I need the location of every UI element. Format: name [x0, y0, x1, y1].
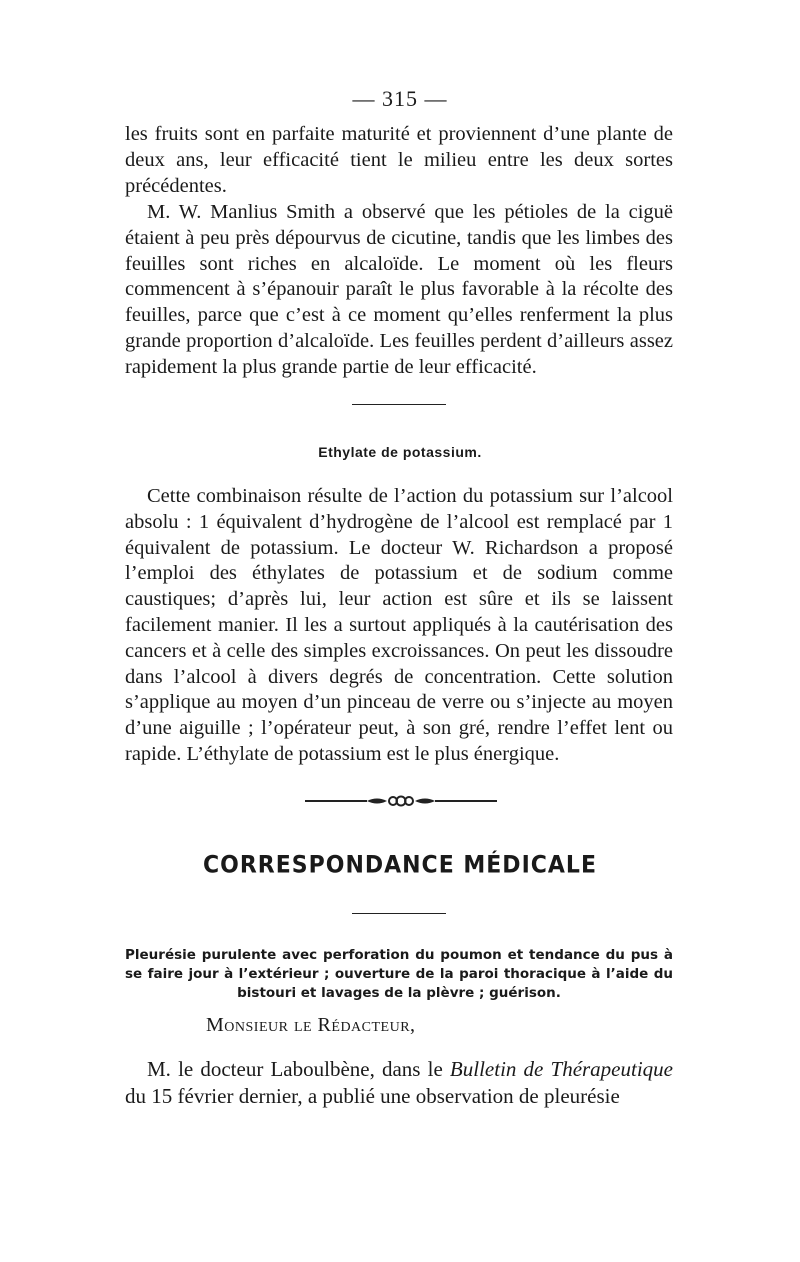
salutation: Monsieur le Rédacteur, [206, 1014, 416, 1036]
paragraph-ethylate-text: Cette combinaison résulte de l’action du potassium sur l’alcool absolu : 1 équivalent d’hydrogène de l’alcool est remplacé par 1 équivalent de potassium. Le docteur W. Richardson a proposé l’emploi des éthylates de potassium et de sodium comme caustiques; d’après lui, leur action est sûre et ils se laissent facilement manier. Il les a surtout appliqués à la cautérisation des cancers et à celle des simples excroissances. On peut les dissoudre dans l’alcool à divers degrés de concentration. Cette solution s’applique au moyen d’un pinceau de verre ou s’injecte au moyen d’une aiguille ; l’opérateur peut, à son gré, rendre l’effet lent ou rapide. L’éthylate de potassium est le plus énergique. [125, 485, 673, 765]
article-title: Pleurésie purulente avec perforation du poumon et tendance du pus à se faire jour à l’extérieur ; ouverture de la paroi thoracique à l’aide du bistouri et lavages de la plèvre ; guérison. [125, 947, 673, 1001]
title-divider [352, 913, 446, 914]
correspondance-title: CORRESPONDANCE MÉDICALE [203, 852, 597, 879]
paragraph-ethylate [125, 484, 673, 768]
section-title-ethylate: Ethylate de potassium. [318, 444, 482, 460]
ornament-divider [305, 791, 497, 811]
paragraph-laboulbene [125, 1056, 673, 1110]
paragraph-manlius-smith-text: M. W. Manlius Smith a observé que les pétioles de la ciguë étaient à peu près dépourvus de cicutine, tandis que les limbes des feuilles sont riches en alcaloïde. Le moment où les fleurs commencent à s’épanouir paraît le plus favorable à la récolte des feuilles, parce que c’est à ce moment qu’elles renferment la plus grande proportion d’alcaloïde. Les feuilles perdent d’ailleurs assez rapidement la plus grande partie de leur efficacité. [125, 201, 673, 378]
page-number: — 315 — [352, 86, 448, 111]
bulletin-title-italic: Bulletin de Thérapeutique [449, 1057, 673, 1081]
paragraph-fruits: les fruits sont en parfaite maturité et proviennent d’une plante de deux ans, leur efficacité tient le milieu entre les deux sortes précédentes. [125, 123, 673, 197]
paragraph-laboulbene-end: du 15 février dernier, a publié une observation de pleurésie [125, 1084, 620, 1108]
paragraph-manlius-smith [125, 200, 673, 381]
paragraph-laboulbene-start: M. le docteur Laboulbène, dans le [147, 1057, 450, 1081]
section-divider [352, 404, 446, 405]
